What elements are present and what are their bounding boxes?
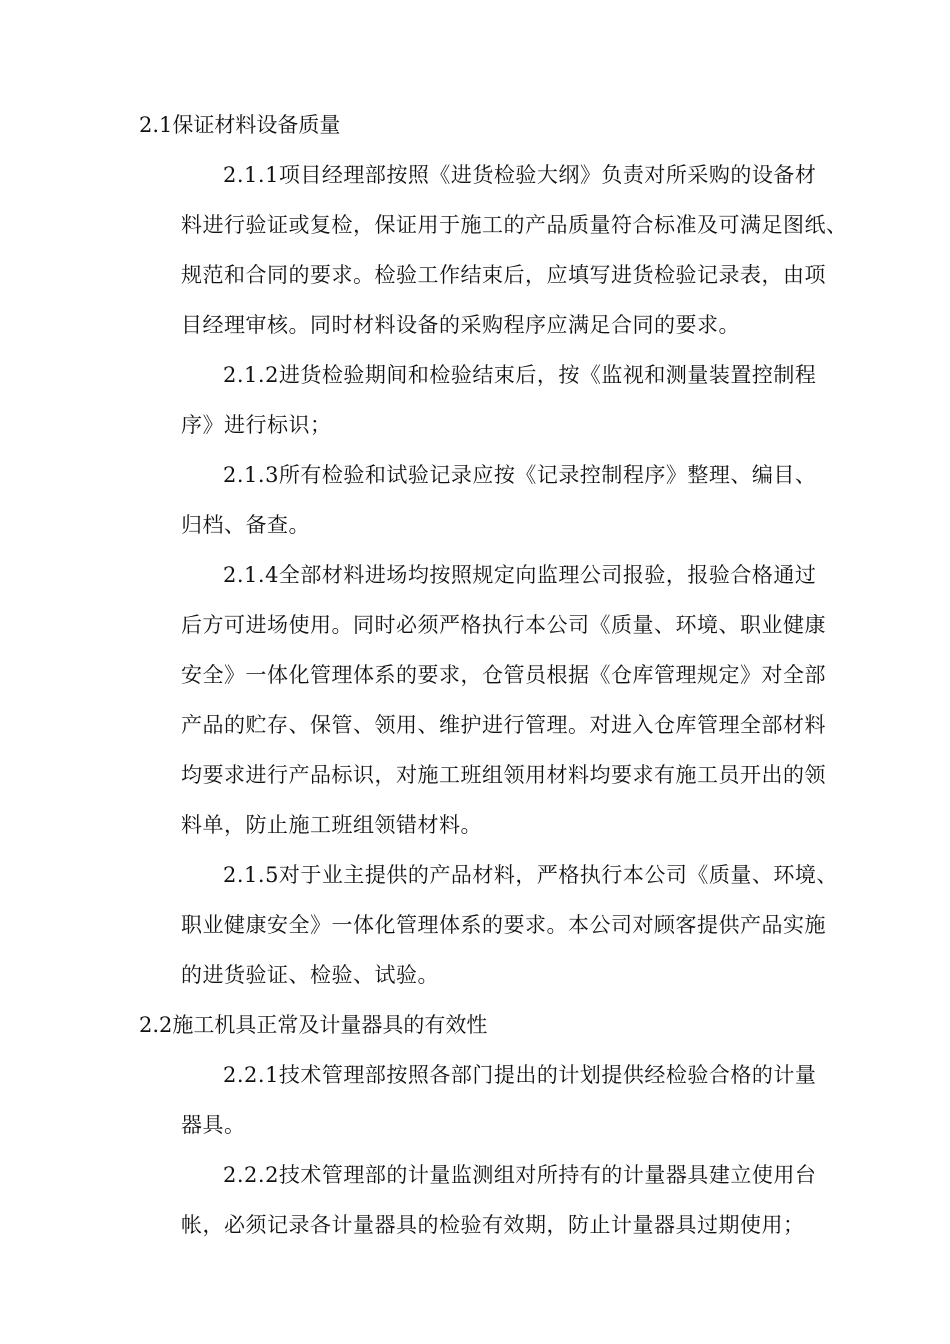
paragraph-2-1-5 — [139, 850, 838, 1000]
section-heading-2-1: 2.1保证材料设备质量 — [139, 113, 341, 137]
paragraph-2-1-4 — [139, 550, 826, 850]
paragraph-line: 2.1.2进货检验期间和检验结束后，按《监视和测量装置控制程 — [223, 363, 817, 387]
paragraph-line: 均要求进行产品标识，对施工班组领用材料均要求有施工员开出的领 — [181, 763, 826, 787]
document-body — [139, 100, 848, 1250]
paragraph-line: 帐，必须记录各计量器具的检验有效期，防止计量器具过期使用； — [181, 1213, 805, 1237]
paragraph-line: 目经理审核。同时材料设备的采购程序应满足合同的要求。 — [181, 313, 740, 337]
paragraph-2-1-1 — [139, 150, 848, 350]
paragraph-line: 产品的贮存、保管、领用、维护进行管理。对进入仓库管理全部材料 — [181, 713, 826, 737]
paragraph-line: 2.1.3所有检验和试验记录应按《记录控制程序》整理、编目、 — [223, 463, 817, 487]
paragraph-line: 2.1.5对于业主提供的产品材料，严格执行本公司《质量、环境、 — [223, 863, 838, 887]
paragraph-line: 器具。 — [181, 1113, 246, 1137]
paragraph-line: 2.2.1技术管理部按照各部门提出的计划提供经检验合格的计量 — [223, 1063, 817, 1087]
paragraph-line: 2.1.4全部材料进场均按照规定向监理公司报验，报验合格通过 — [223, 563, 817, 587]
paragraph-line: 的进货验证、检验、试验。 — [181, 963, 439, 987]
paragraph-line: 归档、备查。 — [181, 513, 310, 537]
paragraph-line: 料单，防止施工班组领错材料。 — [181, 813, 482, 837]
paragraph-line: 序》进行标识； — [181, 413, 332, 437]
paragraph-line: 2.1.1项目经理部按照《进货检验大纲》负责对所采购的设备材 — [223, 163, 817, 187]
paragraph-line: 2.2.2技术管理部的计量监测组对所持有的计量器具建立使用台 — [223, 1163, 817, 1187]
paragraph-2-1-2 — [139, 350, 819, 450]
paragraph-line: 安全》一体化管理体系的要求，仓管员根据《仓库管理规定》对全部 — [181, 663, 826, 687]
paragraph-line: 职业健康安全》一体化管理体系的要求。本公司对顾客提供产品实施 — [181, 913, 826, 937]
paragraph-line: 料进行验证或复检，保证用于施工的产品质量符合标准及可满足图纸、 — [181, 213, 848, 237]
section-heading-2-2: 2.2施工机具正常及计量器具的有效性 — [139, 1013, 488, 1037]
paragraph-2-1-3 — [139, 450, 819, 550]
paragraph-line: 后方可进场使用。同时必须严格执行本公司《质量、环境、职业健康 — [181, 613, 826, 637]
paragraph-2-2-2 — [139, 1150, 819, 1250]
paragraph-2-2-1 — [139, 1050, 819, 1150]
paragraph-line: 规范和合同的要求。检验工作结束后，应填写进货检验记录表，由项 — [181, 263, 826, 287]
